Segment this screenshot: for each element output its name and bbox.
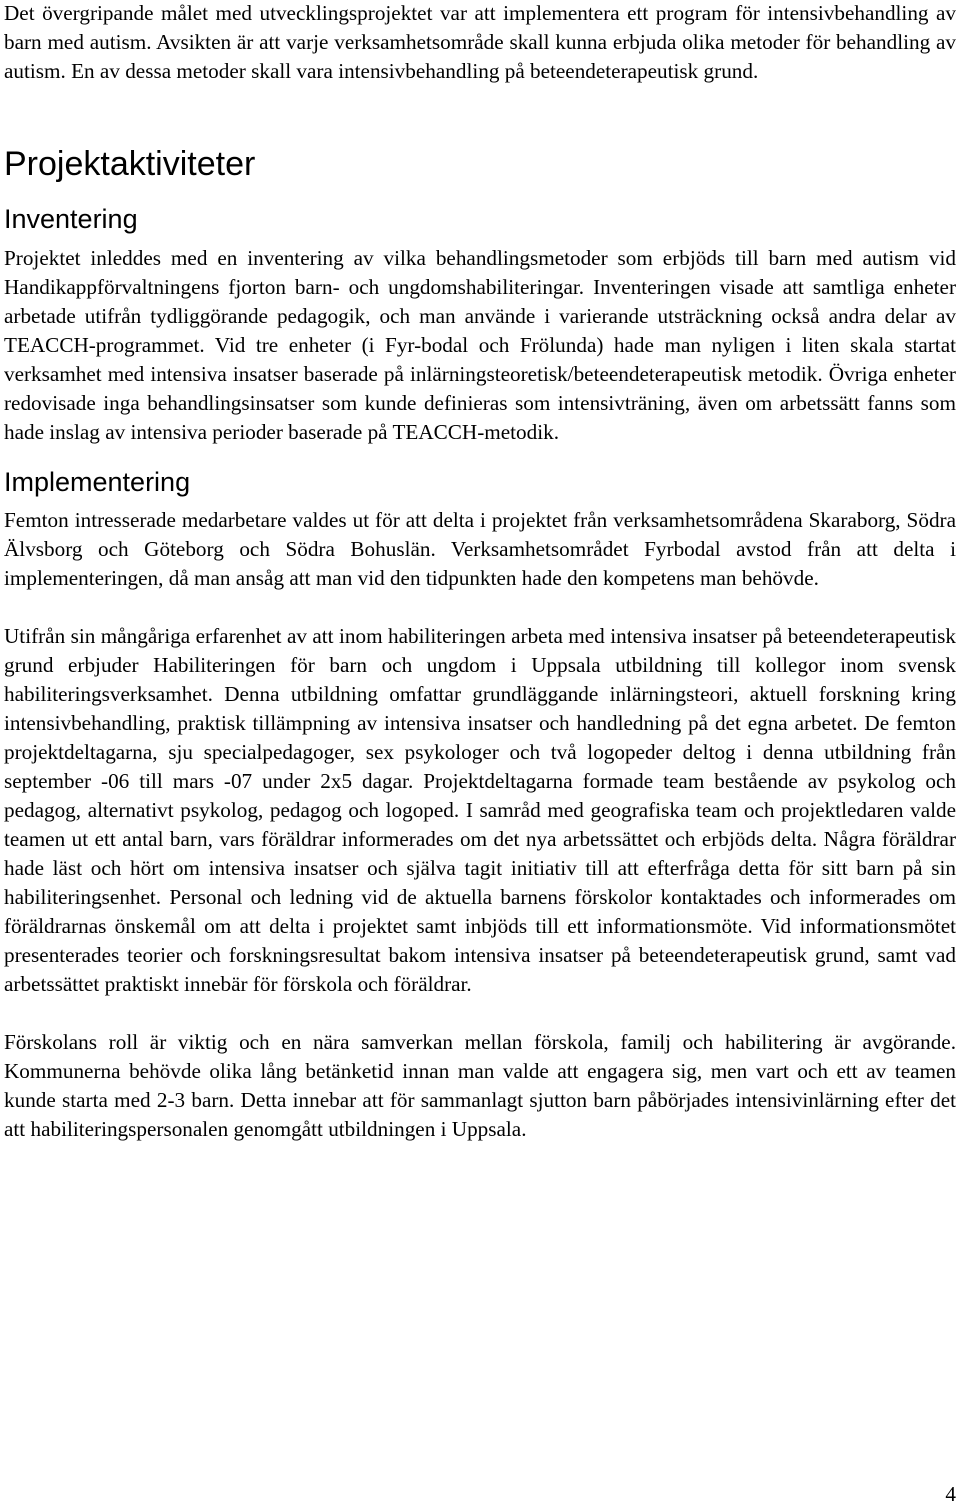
subheading-inventering: Inventering	[4, 204, 138, 234]
subheading-implementering: Implementering	[4, 467, 191, 497]
document-page	[4, 0, 956, 1144]
section-heading: Projektaktiviteter	[4, 145, 256, 183]
implementering-paragraph-2: Utifrån sin mångåriga erfarenhet av att inom habiliteringen arbeta med intensiva insatser på beteendeterapeutisk grund erbjuder Habiliteringen för barn och ungdom i Uppsala utbildning till kollegor inom svensk habiliteringsverksamhet. Denna utbildning omfattar grundläggande inlärningsteori, aktuell forskning kring intensivbehandling, praktisk tillämpning av intensiva insatser och handledning på det egna arbetet. De femton projektdeltagarna, sju specialpedagoger, sex psykologer och två logopeder deltog i denna utbildning från september -06 till mars -07 under 2x5 dagar. Projektdeltagarna formade team bestående av psykolog och pedagog, alternativt psykolog, pedagog och logoped. I samråd med geografiska team och projektledaren valde teamen ut ett antal barn, vars föräldrar informerades om det nya arbetssättet och erbjöds delta. Några föräldrar hade läst och hört om intensiva insatser och själva tagit initiativ till att efterfråga detta för sitt barn på sin habiliteringsenhet. Personal och ledning vid de aktuella barnens förskolor kontaktades och informerades om föräldrarnas önskemål om att delta i projektet samt inbjöds till ett informationsmöte. Vid informationsmötet presenterades teorier och forskningsresultat bakom intensiva insatser på beteendeterapeutisk grund, samt vad arbetssättet praktiskt innebär för förskola och föräldrar.	[4, 624, 956, 996]
implementering-paragraph-3: Förskolans roll är viktig och en nära samverkan mellan förskola, familj och habilitering är avgörande. Kommunerna behövde olika lång betänketid innan man valde att engagera sig, men vart och ett av teamen kunde starta med 2-3 barn. Detta innebar att för sammanlagt sjutton barn påbörjades intensivinlärning efter det att habiliteringspersonalen genomgått utbildningen i Uppsala.	[4, 1030, 956, 1141]
implementering-paragraph-1: Femton intresserade medarbetare valdes ut för att delta i projektet från verksamhetsområdena Skaraborg, Södra Älvsborg och Göteborg och Södra Bohuslän. Verksamhetsområdet Fyrbodal avstod från att delta i implementeringen, då man ansåg att man vid den tidpunkten hade den kompetens man behövde.	[4, 508, 956, 590]
inventering-paragraph: Projektet inleddes med en inventering av vilka behandlingsmetoder som erbjöds till barn med autism vid Handikappförvaltningens fjorton barn- och ungdomshabiliteringar. Inventeringen visade att samtliga enheter arbetade utifrån tydliggörande pedagogik, och man använde i varierande utsträckning också andra delar av TEACCH-programmet. Vid tre enheter (i Fyr-bodal och Frölunda) hade man nyligen i liten skala startat verksamhet med intensiva insatser baserade på inlärningsteoretisk/beteendeterapeutisk metodik. Övriga enheter redovisade inga behandlingsinsatser som kunde definieras som intensivträning, även om arbetssätt fanns som hade inslag av intensiva perioder baserade på TEACCH-metodik.	[4, 246, 956, 444]
intro-paragraph: Det övergripande målet med utvecklingsprojektet var att implementera ett program för intensivbehandling av barn med autism. Avsikten är att varje verksamhetsområde skall kunna erbjuda olika metoder för behandling av autism. En av dessa metoder skall vara intensivbehandling på beteendeterapeutisk grund.	[4, 1, 956, 83]
page-number: 4	[945, 1482, 956, 1506]
